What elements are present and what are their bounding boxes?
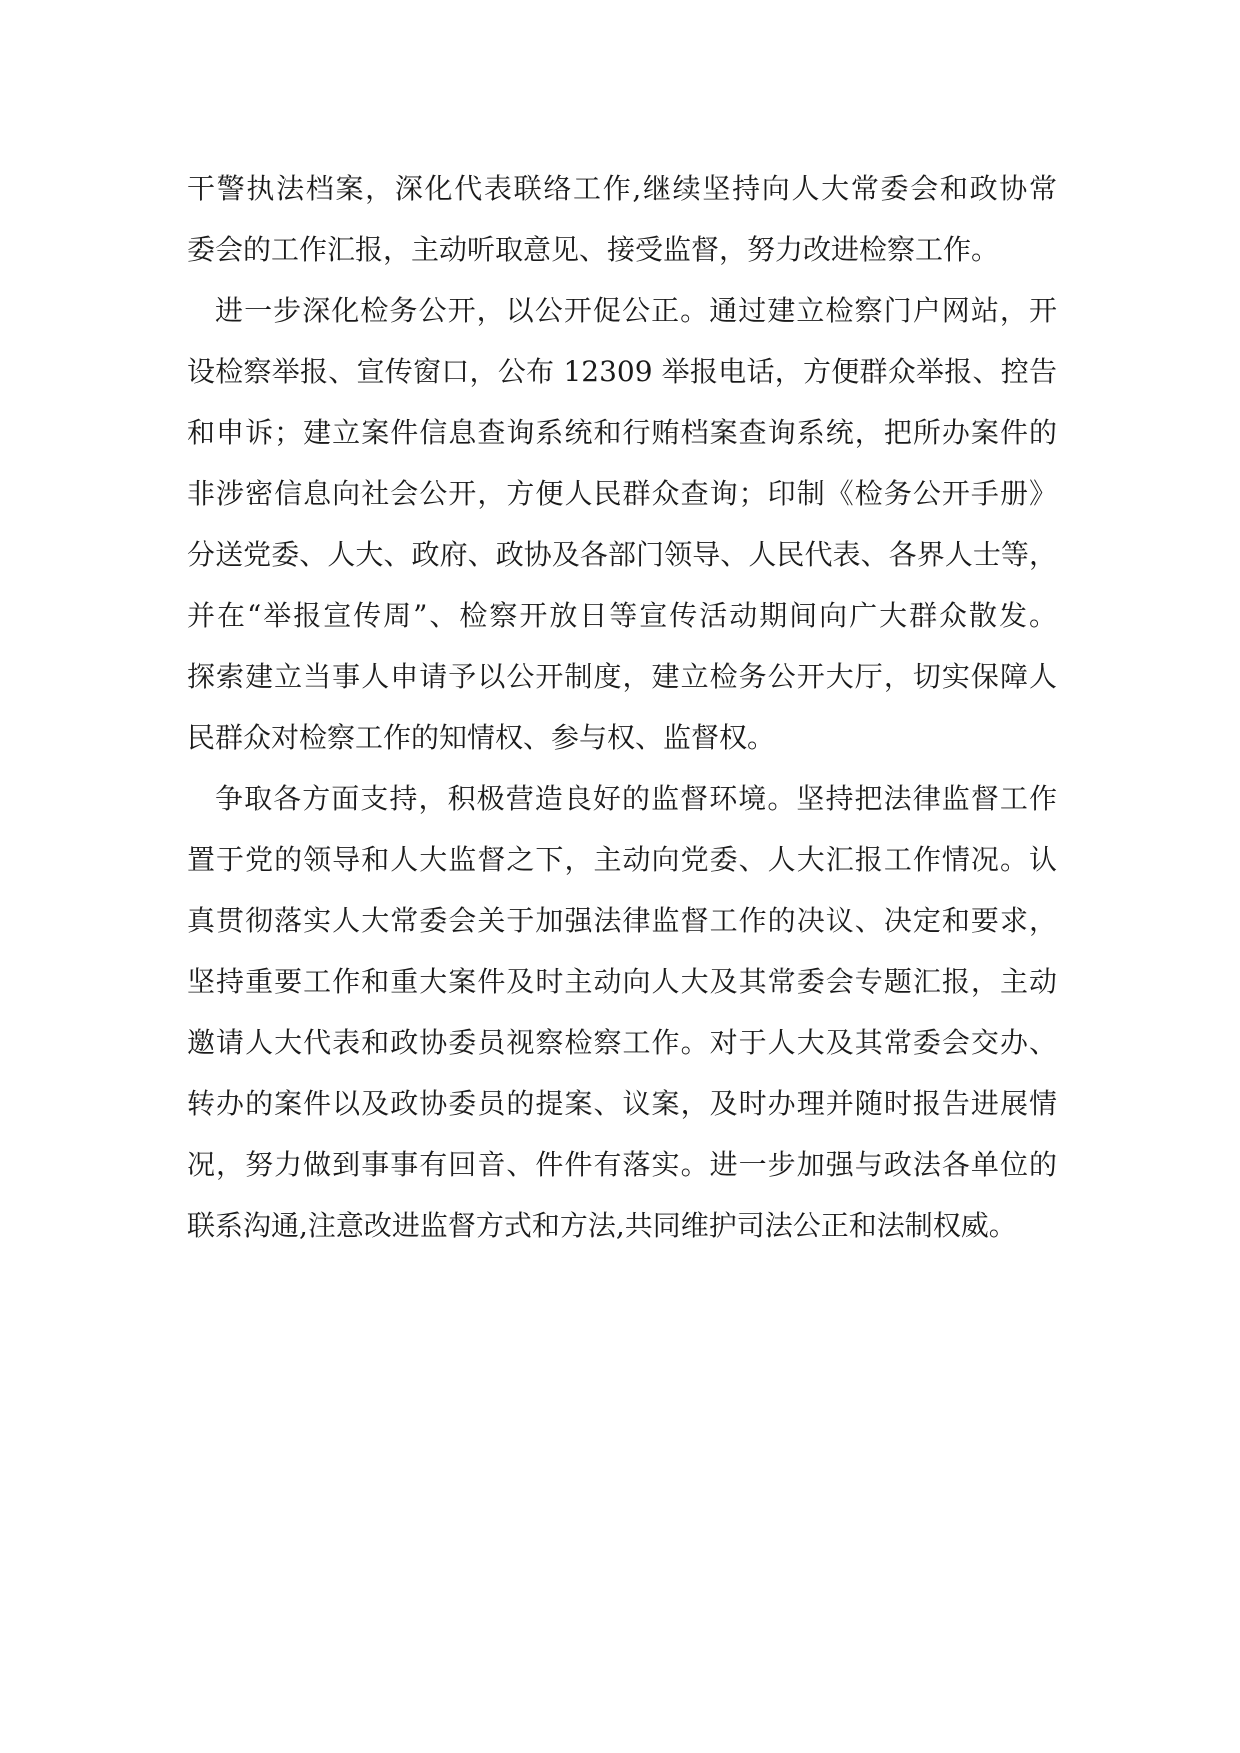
text-line: 真贯彻落实人大常委会关于加强法律监督工作的决议、决定和要求， bbox=[187, 904, 1057, 937]
text-line: 设检察举报、宣传窗口，公布 12309 举报电话，方便群众举报、控告 bbox=[187, 355, 1057, 388]
text-line: 民群众对检察工作的知情权、参与权、监督权。 bbox=[187, 721, 776, 754]
text-line: 坚持重要工作和重大案件及时主动向人大及其常委会专题汇报，主动 bbox=[187, 965, 1057, 998]
text-line: 进一步深化检务公开，以公开促公正。通过建立检察门户网站，开 bbox=[215, 294, 1057, 327]
text-line: 置于党的领导和人大监督之下，主动向党委、人大汇报工作情况。认 bbox=[187, 843, 1057, 876]
document-body bbox=[187, 158, 1057, 1256]
paragraph-1 bbox=[187, 158, 1057, 280]
text-line: 况，努力做到事事有回音、件件有落实。进一步加强与政法各单位的 bbox=[187, 1148, 1057, 1181]
text-line: 干警执法档案，深化代表联络工作,继续坚持向人大常委会和政协常 bbox=[187, 172, 1057, 205]
text-line: 非涉密信息向社会公开，方便人民群众查询；印制《检务公开手册》 bbox=[187, 477, 1057, 510]
paragraph-3 bbox=[187, 768, 1057, 1256]
text-line: 并在“举报宣传周”、检察开放日等宣传活动期间向广大群众散发。 bbox=[187, 599, 1057, 632]
text-line: 争取各方面支持，积极营造良好的监督环境。坚持把法律监督工作 bbox=[215, 782, 1057, 815]
text-line: 和申诉；建立案件信息查询系统和行贿档案查询系统，把所办案件的 bbox=[187, 416, 1057, 449]
text-line: 探索建立当事人申请予以公开制度，建立检务公开大厅，切实保障人 bbox=[187, 660, 1057, 693]
text-line: 联系沟通,注意改进监督方式和方法,共同维护司法公正和法制权威。 bbox=[187, 1209, 1017, 1242]
text-line: 邀请人大代表和政协委员视察检察工作。对于人大及其常委会交办、 bbox=[187, 1026, 1057, 1059]
paragraph-2 bbox=[187, 280, 1057, 768]
text-line: 分送党委、人大、政府、政协及各部门领导、人民代表、各界人士等， bbox=[187, 538, 1057, 571]
text-line: 转办的案件以及政协委员的提案、议案，及时办理并随时报告进展情 bbox=[187, 1087, 1057, 1120]
text-line: 委会的工作汇报，主动听取意见、接受监督，努力改进检察工作。 bbox=[187, 233, 1000, 266]
